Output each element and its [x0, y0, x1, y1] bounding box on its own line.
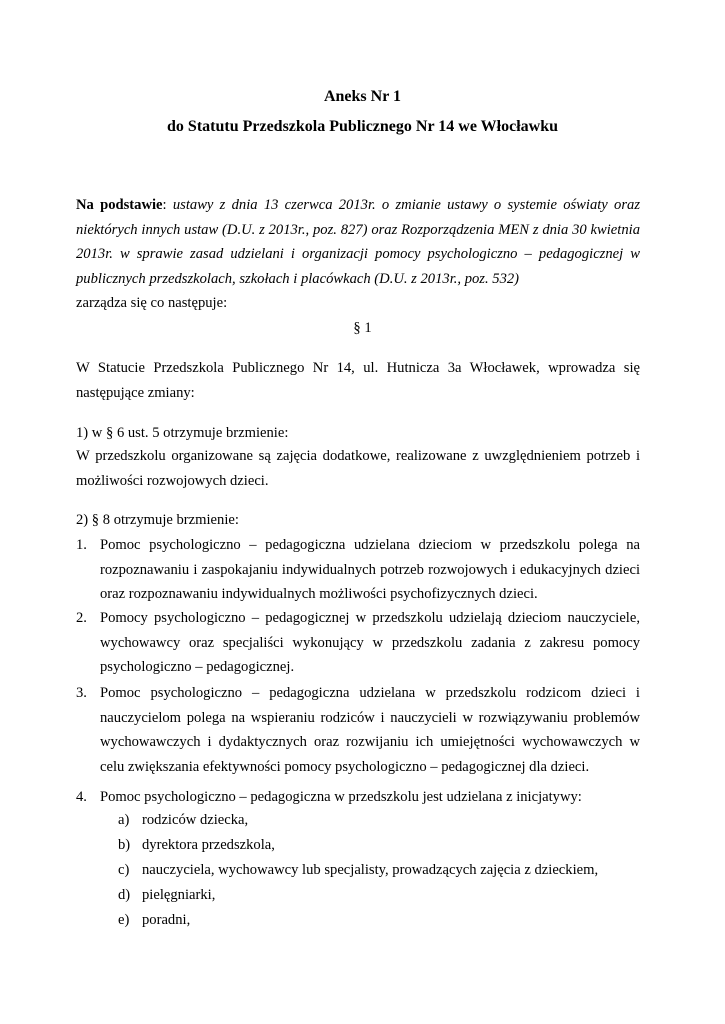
sub-item-letter: c) [118, 862, 130, 878]
sub-item-letter: e) [118, 912, 130, 928]
sub-item-letter: a) [118, 812, 130, 828]
item-text: Pomocy psychologiczno – pedagogicznej w przedszkolu udzielają dzieciom nauczyciele, wychowawcy oraz specjaliści wykonujący w przedszkolu zadania z zakresu pomocy psychologiczno – pedagogicznej. [100, 610, 640, 676]
sub-item [118, 862, 598, 879]
sub-item-text: rodziców dziecka, [142, 812, 249, 828]
document-subtitle: do Statutu Przedszkola Publicznego Nr 14 we Włocławku [167, 118, 558, 135]
legal-basis-lead: Na podstawie [76, 197, 163, 213]
numbered-item [76, 785, 640, 810]
sub-item-text: dyrektora przedszkola, [142, 837, 275, 853]
change-2-heading: 2) § 8 otrzymuje brzmienie: [76, 512, 239, 528]
legal-basis-tail: zarządza się co następuje: [76, 295, 228, 312]
sub-item [118, 912, 190, 929]
numbered-item [76, 533, 640, 607]
legal-basis-text: ustawy z dnia 13 czerwca 2013r. o zmianie ustawy o systemie oświaty oraz niektórych innych ustaw (D.U. z 2013r., poz. 827) oraz Rozporządzenia MEN z dnia 30 kwietnia 2013r. w sprawie zasad udzielani i organizacji pomocy psychologiczno – pedagogicznej w publicznych przedszkolach, szkołach i placówkach (D.U. z 2013r., poz. 532) [76, 197, 641, 287]
statute-change-intro: W Statucie Przedszkola Publicznego Nr 14, ul. Hutnicza 3a Włocławek, wprowadza się następujące zmiany: [76, 360, 640, 401]
sub-item [118, 837, 275, 854]
legal-basis-colon: : [162, 197, 167, 213]
sub-item-text: nauczyciela, wychowawcy lub specjalisty, prowadzących zajęcia z dzieckiem, [142, 862, 599, 878]
legal-basis-paragraph [76, 193, 640, 316]
sub-item-text: poradni, [142, 912, 191, 928]
change-1-heading: 1) w § 6 ust. 5 otrzymuje brzmienie: [76, 425, 289, 441]
sub-item-text: pielęgniarki, [142, 887, 216, 903]
numbered-item [76, 606, 640, 680]
item-number: 1. [76, 537, 87, 553]
item-text: Pomoc psychologiczno – pedagogiczna udzielana w przedszkolu rodzicom dzieci i nauczycielom polega na wspieraniu rodziców i nauczycieli w rozwiązywaniu problemów wychowawczych i dydaktycznych oraz rozwijaniu ich umiejętności wychowawczych w celu zwiększania efektywności pomocy psychologiczno – pedagogicznej dla dzieci. [100, 685, 640, 775]
sub-item [118, 812, 248, 829]
sub-item-letter: b) [118, 837, 131, 853]
item-number: 2. [76, 610, 87, 626]
numbered-item [76, 681, 640, 779]
sub-item [118, 887, 215, 904]
item-number: 4. [76, 789, 87, 805]
item-text: Pomoc psychologiczno – pedagogiczna w przedszkolu jest udzielana z inicjatywy: [100, 789, 582, 805]
section-marker: § 1 [353, 320, 372, 336]
change-1-text: W przedszkolu organizowane są zajęcia dodatkowe, realizowane z uwzględnieniem potrzeb i możliwości rozwojowych dzieci. [76, 448, 640, 489]
item-text: Pomoc psychologiczno – pedagogiczna udzielana dzieciom w przedszkolu polega na rozpoznawaniu i zaspokajaniu indywidualnych potrzeb rozwojowych i edukacyjnych dzieci oraz rozpoznawaniu indywidualnych możliwości psychofizycznych dzieci. [100, 537, 640, 603]
sub-item-letter: d) [118, 887, 131, 903]
document-title: Aneks Nr 1 [323, 88, 402, 105]
item-number: 3. [76, 685, 87, 701]
